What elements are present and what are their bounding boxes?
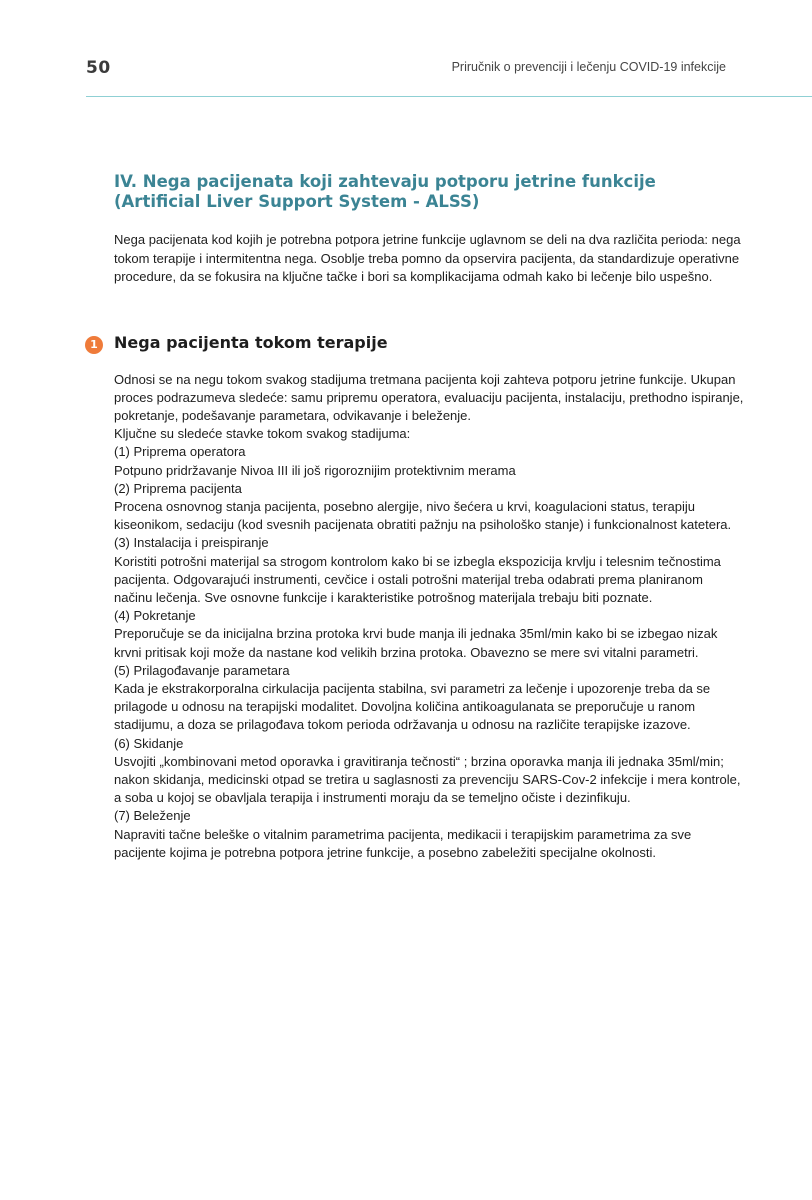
- step-heading: (6) Skidanje: [114, 735, 184, 751]
- subsection-title: Nega pacijenta tokom terapije: [114, 332, 388, 352]
- step-heading: (1) Priprema operatora: [114, 444, 246, 460]
- subsection-body: [114, 371, 744, 862]
- section-intro: Nega pacijenata kod kojih je potrebna potpora jetrine funkcije uglavnom se deli na dva različita perioda: nega tokom terapije i intermitentna nega. Osoblje treba pomno da opservira pacijenta, da standardizuje operativne procedure, da se fokusira na ključne tačke i bori sa komplikacijama odmah kako bi lečenje bilo uspešno.: [114, 232, 741, 284]
- step-heading: (4) Pokretanje: [114, 608, 196, 624]
- header-divider: [86, 96, 812, 97]
- page-number: 50: [86, 58, 111, 78]
- paragraph: Procena osnovnog stanja pacijenta, posebno alergije, nivo šećera u krvi, koagulacioni status, terapiju kiseonikom, sedaciju (kod svesnih pacijenata obratiti pažnju na psihološko stanje) i funkcionalnost katetera.: [114, 498, 732, 533]
- step-heading: (2) Priprema pacijenta: [114, 480, 242, 496]
- number-badge: 1: [85, 336, 103, 354]
- paragraph: Ključne su sledeće stavke tokom svakog stadijuma:: [114, 426, 411, 442]
- page-content: [90, 172, 744, 862]
- step-heading: (5) Prilagođavanje parametara: [114, 662, 290, 678]
- paragraph: Potpuno pridržavanje Nivoa III ili još rigoroznijim protektivnim merama: [114, 462, 516, 478]
- step-heading: (7) Beleženje: [114, 808, 191, 824]
- paragraph: Odnosi se na negu tokom svakog stadijuma tretmana pacijenta koji zahteva potporu jetrine funkcije. Ukupan proces podrazumeva sledeće: samu pripremu operatora, evaluaciju pacijenta, instalaciju, prethodno ispiranje, pokretanje, podešavanje parametara, odvikavanje i beleženje.: [114, 371, 744, 423]
- paragraph: Preporučuje se da inicijalna brzina protoka krvi bude manja ili jednaka 35ml/min kako bi se izbegao nizak krvni pritisak koji može da nastane kod velikih brzina protoka. Obavezno se mere svi vitalni parametri.: [114, 626, 718, 660]
- running-title: Priručnik o prevenciji i lečenju COVID-19 infekcije: [451, 60, 726, 74]
- subsection-heading: [90, 332, 744, 354]
- paragraph: Koristiti potrošni materijal sa strogom kontrolom kako bi se izbegla ekspozicija krvlju i telesnim tečnostima pacijenta. Odgovarajući instrumenti, cevčice i ostali potrošni materijal treba odabrati prema planiranom načinu lečenja. Sve osnovne funkcije i karakteristike potrošnog materijala trebaju biti poznate.: [114, 553, 721, 605]
- page-header: [0, 0, 812, 97]
- paragraph: Usvojiti „kombinovani metod oporavka i gravitiranja tečnosti“ ; brzina oporavka manja ili jednaka 35ml/min; nakon skidanja, medicinski otpad se tretira u saglasnosti za prevenciju SARS-Cov-2 infekcije i mera kontrole, a soba u kojoj se obavljala terapija i instrumenti moraju da se temeljno očiste i dezinfikuju.: [114, 753, 741, 806]
- step-heading: (3) Instalacija i preispiranje: [114, 535, 269, 551]
- paragraph: Napraviti tačne beleške o vitalnim parametrima pacijenta, medikacii i terapijskim parametrima za sve pacijente kojima je potrebna potpora jetrine funkcije, a posebno zabeležiti specijalne okolnosti.: [114, 826, 692, 860]
- paragraph: Kada je ekstrakorporalna cirkulacija pacijenta stabilna, svi parametri za lečenje i upozorenje treba da se prilagode u odnosu na terapijski modalitet. Dovoljna količina antikoagulanata se preporučuje u ranom stadijumu, a doza se prilagođava tokom perioda održavanja u odnosu na različite terapijske izazove.: [114, 680, 711, 733]
- section-title: IV. Nega pacijenata koji zahtevaju potporu jetrine funkcije (Artificial Liver Support System - ALSS): [114, 172, 656, 211]
